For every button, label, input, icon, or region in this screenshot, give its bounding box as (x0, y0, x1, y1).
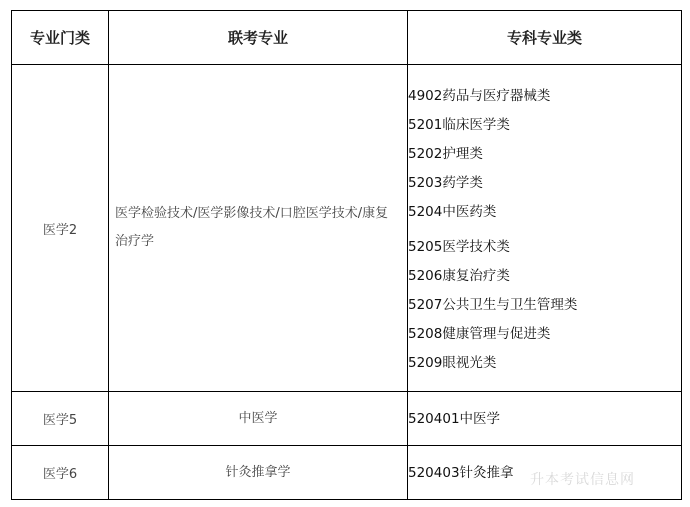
category-cell: 医学6 (12, 446, 109, 500)
specialty-item: 5205医学技术类 (408, 239, 510, 255)
majors-table (11, 10, 682, 500)
specialty-item: 4902药品与医疗器械类 (408, 88, 551, 104)
specialty-item: 5202护理类 (408, 146, 483, 162)
category-cell: 医学5 (12, 392, 109, 446)
specialty-item: 5209眼视光类 (408, 355, 497, 371)
exam-major-cell: 中医学 (109, 392, 408, 446)
specialty-item: 5201临床医学类 (408, 117, 510, 133)
specialty-item: 5203药学类 (408, 175, 483, 191)
header-specialty-class: 专科专业类 (408, 11, 682, 65)
header-category: 专业门类 (12, 11, 109, 65)
specialty-list (408, 70, 681, 386)
table-row (12, 392, 682, 446)
specialty-item: 5206康复治疗类 (408, 268, 510, 284)
exam-major-cell: 医学检验技术/医学影像技术/口腔医学技术/康复治疗学 (109, 65, 408, 392)
table-row (12, 65, 682, 392)
specialty-item: 5207公共卫生与卫生管理类 (408, 297, 578, 313)
watermark: 升本考试信息网 (530, 472, 635, 488)
specialty-item: 5204中医药类 (408, 204, 497, 220)
table-header-row (12, 11, 682, 65)
specialty-item: 520401中医学 (408, 410, 501, 427)
specialty-item: 520403针灸推拿 (408, 464, 514, 481)
specialty-cell (408, 392, 682, 446)
header-exam-major: 联考专业 (109, 11, 408, 65)
category-cell: 医学2 (12, 65, 109, 392)
specialty-cell (408, 65, 682, 392)
exam-major-cell: 针灸推拿学 (109, 446, 408, 500)
specialty-item: 5208健康管理与促进类 (408, 326, 551, 342)
